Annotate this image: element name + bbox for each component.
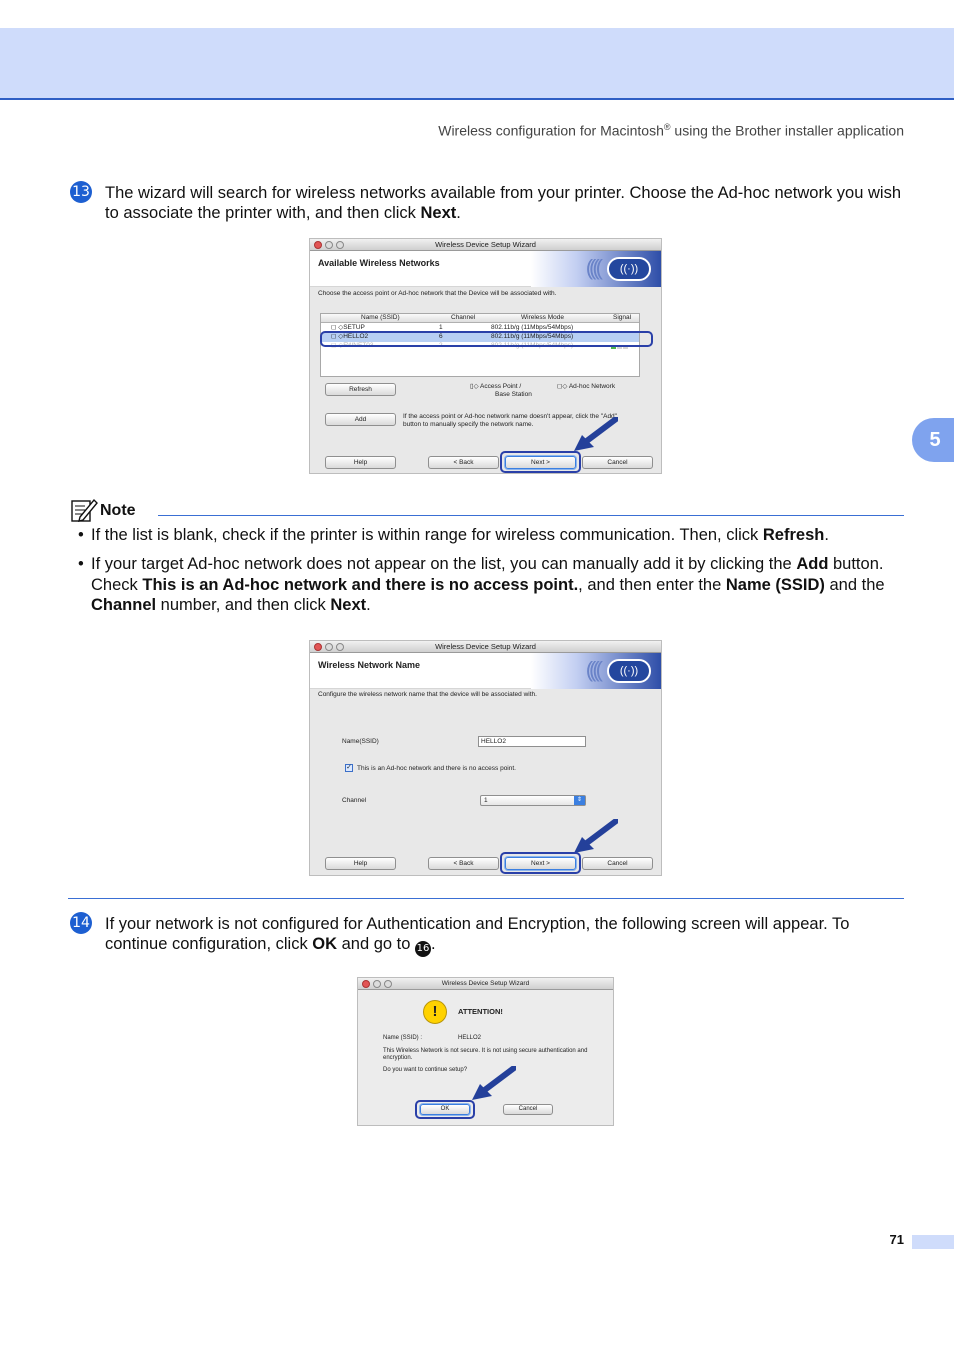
warning-message-1: This Wireless Network is not secure. It is not using secure authentication and: [383, 1048, 588, 1054]
cancel-button[interactable]: Cancel: [503, 1104, 553, 1115]
wifi-icon: ((·)): [607, 257, 651, 281]
wizard-header: [310, 653, 661, 689]
wizard-heading: Wireless Network Name: [318, 660, 420, 670]
window-titlebar: [310, 641, 661, 653]
step-16-ref: 16: [415, 941, 431, 957]
page-number-bar: [912, 1235, 954, 1249]
pointer-arrow-icon: [572, 417, 618, 453]
refresh-button[interactable]: Refresh: [325, 383, 396, 396]
header-band: [0, 28, 954, 100]
zoom-icon[interactable]: [336, 643, 344, 651]
window-title: Wireless Device Setup Wizard: [435, 642, 536, 651]
ok-button[interactable]: OK: [420, 1104, 470, 1115]
col-mode[interactable]: Wireless Mode: [521, 314, 564, 321]
list-row[interactable]: ◻ ◇SETUP 1 802.11b/g (11Mbps/54Mbps): [321, 324, 639, 333]
add-button[interactable]: Add: [325, 413, 396, 426]
screenshot-available-networks: [309, 238, 662, 474]
selection-highlight: [320, 331, 653, 347]
stepper-icon: ⇕: [574, 796, 585, 805]
window-titlebar: [310, 239, 661, 251]
warning-icon: !: [423, 1000, 447, 1024]
note-bullet-1: • If the list is blank, check if the printer is within range for wireless communication. Then, click Refresh.: [78, 526, 829, 544]
next-button[interactable]: Next >: [505, 456, 576, 469]
ssid-value: HELLO2: [458, 1035, 482, 1041]
note-pencil-icon: [70, 497, 98, 523]
step-13-badge: 13: [70, 181, 92, 203]
cancel-button[interactable]: Cancel: [582, 456, 653, 469]
legend-ap-2: Base Station: [495, 391, 532, 398]
list-row[interactable]: ◻ ◇FWNET03 2 802.11b/g (11Mbps/54Mbps): [331, 342, 574, 349]
pointer-arrow-icon: [470, 1066, 516, 1102]
window-title: Wireless Device Setup Wizard: [441, 980, 530, 987]
step-13-text: The wizard will search for wireless networks available from your printer. Choose the Ad-hoc network you wish to associate the printer with, and then click Next.: [105, 184, 902, 222]
add-note-line1: If the access point or Ad-hoc network name doesn't appear, click the "Add": [403, 413, 617, 420]
wave-icon: ((((: [585, 255, 599, 280]
wireless-logo: [531, 251, 661, 287]
next-highlight: [500, 852, 581, 874]
page-number: 71: [889, 1232, 904, 1247]
warning-message-2: encryption.: [383, 1055, 413, 1061]
attention-heading: ATTENTION!: [458, 1007, 503, 1016]
note-bullet-2: • If your target Ad-hoc network does not appear on the list, you can manually add it by clicking the Add button. Check This is an Ad-hoc network and there is no access point., and then enter the Name (SSID) and the Channel number, and then click Next.: [78, 555, 885, 614]
list-header: [321, 314, 639, 323]
note-rule: [158, 515, 904, 516]
wizard-heading: Available Wireless Networks: [318, 258, 440, 268]
note-heading: Note: [100, 502, 136, 519]
window-titlebar: [358, 978, 613, 990]
ssid-label: Name(SSID): [342, 738, 379, 745]
add-note-line2: button to manually specify the network name.: [403, 421, 534, 428]
wireless-logo: [531, 653, 661, 689]
note-end-rule: [68, 898, 904, 899]
minimize-icon[interactable]: [373, 980, 381, 988]
list-row-selected[interactable]: ◻ ◇HELLO2 6 802.11b/g (11Mbps/54Mbps): [321, 333, 639, 342]
ssid-input[interactable]: HELLO2: [478, 736, 586, 747]
screenshot-network-name: [309, 640, 662, 876]
running-header: Wireless configuration for Macintosh® using the Brother installer application: [438, 122, 904, 139]
wifi-icon: ((·)): [607, 659, 651, 683]
channel-select[interactable]: 1 ⇕: [480, 795, 586, 806]
close-icon[interactable]: [314, 643, 322, 651]
step-14-badge: 14: [70, 912, 92, 934]
wave-icon: ((((: [585, 657, 599, 682]
screenshot-attention: [357, 977, 614, 1126]
minimize-icon[interactable]: [325, 241, 333, 249]
adhoc-checkbox-label: This is an Ad-hoc network and there is no access point.: [357, 765, 516, 772]
instruction-text: Choose the access point or Ad-hoc network that the Device will be associated with.: [318, 290, 557, 297]
back-button[interactable]: < Back: [428, 857, 499, 870]
window-title: Wireless Device Setup Wizard: [435, 240, 536, 249]
channel-label: Channel: [342, 797, 367, 804]
ssid-label: Name (SSID) :: [383, 1035, 423, 1041]
legend-ap: ▯◇ Access Point /: [470, 383, 522, 390]
continue-question: Do you want to continue setup?: [383, 1067, 468, 1073]
pointer-arrow-icon: [572, 819, 618, 855]
col-channel[interactable]: Channel: [451, 314, 476, 321]
help-button[interactable]: Help: [325, 456, 396, 469]
back-button[interactable]: < Back: [428, 456, 499, 469]
cancel-button[interactable]: Cancel: [582, 857, 653, 870]
legend-adhoc: ◻◇ Ad-hoc Network: [557, 383, 616, 390]
zoom-icon[interactable]: [336, 241, 344, 249]
adhoc-checkbox[interactable]: ✓: [346, 764, 352, 771]
help-button[interactable]: Help: [325, 857, 396, 870]
col-name[interactable]: Name (SSID): [361, 314, 400, 321]
col-signal[interactable]: Signal: [613, 314, 632, 321]
ok-highlight: [415, 1100, 475, 1119]
zoom-icon[interactable]: [384, 980, 392, 988]
wizard-header: [310, 251, 661, 287]
chapter-tab: 5: [912, 418, 954, 462]
next-button[interactable]: Next >: [505, 857, 576, 870]
close-icon[interactable]: [362, 980, 370, 988]
close-icon[interactable]: [314, 241, 322, 249]
minimize-icon[interactable]: [325, 643, 333, 651]
next-highlight: [500, 451, 581, 473]
instruction-text: Configure the wireless network name that the device will be associated with.: [318, 691, 537, 698]
step-14-text: If your network is not configured for Authentication and Encryption, the following screen will appear. To continue configuration, click OK and go to 16.: [105, 914, 905, 957]
